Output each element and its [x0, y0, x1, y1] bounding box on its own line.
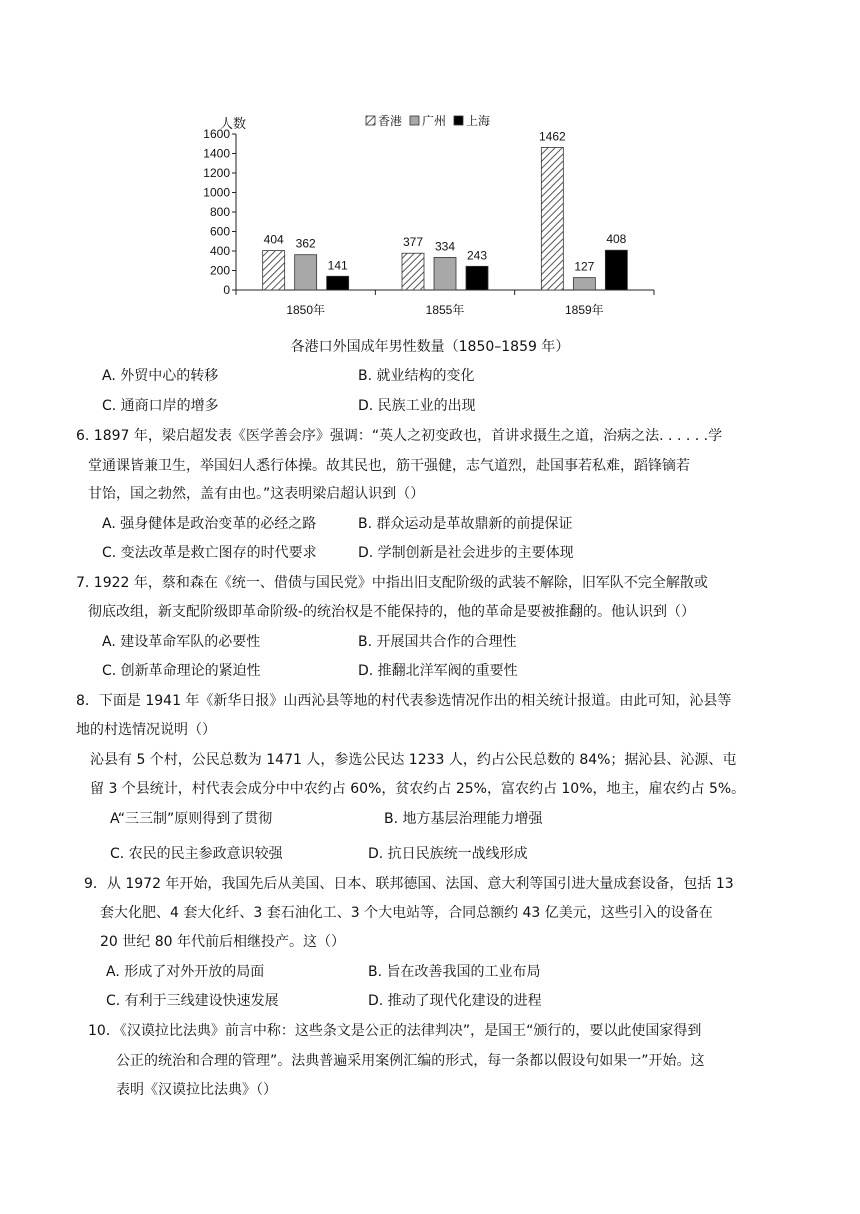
q5-option-d[interactable]: D. 民族工业的出现 [358, 398, 476, 414]
q6-stem-line3: 甘饴，国之勃然，盖有由也。”这表明梁启超认识到（） [88, 486, 425, 502]
q8-option-a[interactable]: A“三三制”原则得到了贯彻 [110, 811, 273, 827]
q10-stem-line2: 公正的统治和合理的管理”。法典普遍采用案例汇编的形式，每一条都以假设句如果一”开始。这 [116, 1053, 705, 1069]
chart-title: 各港口外国成年男性数量（1850–1859 年） [290, 339, 570, 355]
data-label: 127 [574, 259, 595, 274]
y-tick-label: 800 [209, 205, 230, 219]
q10-stem-line3: 表明《汉谟拉比法典》（） [116, 1082, 277, 1098]
q6-stem-line2: 堂通课皆兼卫生，举国妇人悉行体操。故其民也，筋干强健，志气道烈，赴国事若私难，蹈锋镝若 [88, 458, 690, 474]
y-tick-label: 1600 [203, 127, 230, 141]
data-label: 377 [402, 235, 424, 250]
bar-广州 [573, 278, 595, 290]
q8-option-b[interactable]: B. 地方基层治理能力增强 [384, 811, 543, 827]
q7-option-c[interactable]: C. 创新革命理论的紧迫性 [102, 663, 261, 679]
bar-广州 [295, 255, 317, 290]
legend-label: 香港 [378, 114, 403, 128]
q7-option-a[interactable]: A. 建设革命军队的必要性 [102, 634, 261, 650]
data-label: 408 [606, 232, 627, 247]
bar-上海 [466, 266, 488, 290]
data-label: 404 [263, 232, 284, 247]
q9-option-b[interactable]: B. 旨在改善我国的工业布局 [368, 964, 541, 980]
legend-swatch-香港 [366, 116, 375, 125]
bar-上海 [605, 250, 627, 290]
y-tick-label: 600 [209, 224, 230, 239]
bar-上海 [327, 276, 349, 290]
q7-option-b[interactable]: B. 开展国共合作的合理性 [358, 634, 517, 650]
legend-label: 上海 [466, 114, 491, 128]
y-axis-label: 人数 [220, 116, 247, 131]
x-tick-label: 1855年 [425, 303, 465, 317]
q8-quote-line2: 留 3 个县统计，村代表会成分中中农约占 60%，贫农约占 25%，富农约占 10%，地主，雇农约占 5%。 [90, 781, 746, 797]
q8-quote-line1: 沁县有 5 个村，公民总数为 1471 人，参选公民达 1233 人，约占公民总数的 84%；据沁县、沁源、屯 [90, 752, 737, 768]
y-tick-label: 1400 [203, 146, 230, 161]
q7-option-d[interactable]: D. 推翻北洋军阀的重要性 [358, 663, 518, 679]
bar-广州 [434, 257, 456, 290]
q6-option-d[interactable]: D. 学制创新是社会进步的主要体现 [358, 545, 574, 561]
bar-chart [180, 105, 680, 325]
bar-香港 [263, 251, 285, 290]
q8-option-d[interactable]: D. 抗日民族统一战线形成 [368, 846, 528, 862]
q6-option-c[interactable]: C. 变法改革是救亡图存的时代要求 [102, 545, 317, 561]
y-tick-label: 200 [209, 263, 230, 278]
q5-option-b[interactable]: B. 就业结构的变化 [358, 368, 475, 384]
q9-stem-line2: 套大化肥、4 套大化纤、3 套石油化工、3 个大电站等，合同总额约 43 亿美元，这些引入的设备在 [100, 905, 713, 921]
data-label: 1462 [538, 129, 566, 144]
q7-stem-line1: 7. 1922 年，蔡和森在《统一、借债与国民党》中指出旧支配阶级的武装不解除，旧军队不完全解散或 [76, 575, 708, 591]
legend-swatch-上海 [454, 116, 463, 125]
bar-香港 [541, 147, 563, 290]
y-tick-label: 0 [223, 283, 230, 297]
bar-香港 [402, 253, 424, 290]
q5-option-c[interactable]: C. 通商口岸的增多 [102, 398, 219, 414]
q9-stem-line3: 20 世纪 80 年代前后相继投产。这（） [100, 934, 345, 950]
q8-option-c[interactable]: C. 农民的民主参政意识较强 [110, 846, 283, 862]
x-tick-label: 1859年 [564, 303, 604, 317]
data-label: 243 [466, 248, 488, 263]
legend-swatch-广州 [410, 116, 419, 125]
q9-option-d[interactable]: D. 推动了现代化建设的进程 [368, 993, 542, 1009]
q6-option-b[interactable]: B. 群众运动是革故鼎新的前提保证 [358, 516, 573, 532]
q8-stem-line1: 8．下面是 1941 年《新华日报》山西沁县等地的村代表参选情况作出的相关统计报道。由此可知，沁县等 [76, 693, 732, 709]
q10-stem-line1: 10．《汉谟拉比法典》前言中称：这些条文是公正的法律判决”，是国王“颁行的，要以此使国家得到 [88, 1023, 702, 1039]
q9-option-c[interactable]: C. 有利于三线建设快速发展 [106, 993, 279, 1009]
data-label: 334 [434, 239, 456, 254]
q8-stem-line2: 地的村选情况说明（） [76, 722, 216, 738]
y-tick-label: 1000 [203, 185, 230, 200]
q9-option-a[interactable]: A. 形成了对外开放的局面 [106, 964, 265, 980]
q9-stem-line1: 9．从 1972 年开始，我国先后从美国、日本、联邦德国、法国、意大利等国引进大量成套设备，包括 13 [84, 876, 734, 892]
y-tick-label: 1200 [203, 166, 230, 180]
q5-option-a[interactable]: A. 外贸中心的转移 [102, 368, 219, 384]
data-label: 362 [295, 236, 316, 251]
q6-stem-line1: 6. 1897 年，梁启超发表《医学善会序》强调：“英人之初变政也，首讲求摄生之道，治病之法. . . . . .学 [76, 428, 723, 444]
data-label: 141 [327, 258, 348, 273]
x-tick-label: 1850年 [286, 303, 326, 317]
q6-option-a[interactable]: A. 强身健体是政治变革的必经之路 [102, 516, 317, 532]
legend-label: 广州 [422, 114, 447, 128]
q7-stem-line2: 彻底改组，新支配阶级即革命阶级-的统治权是不能保持的，他的革命是要被推翻的。他认识到（） [88, 604, 696, 620]
y-tick-label: 400 [209, 244, 230, 258]
